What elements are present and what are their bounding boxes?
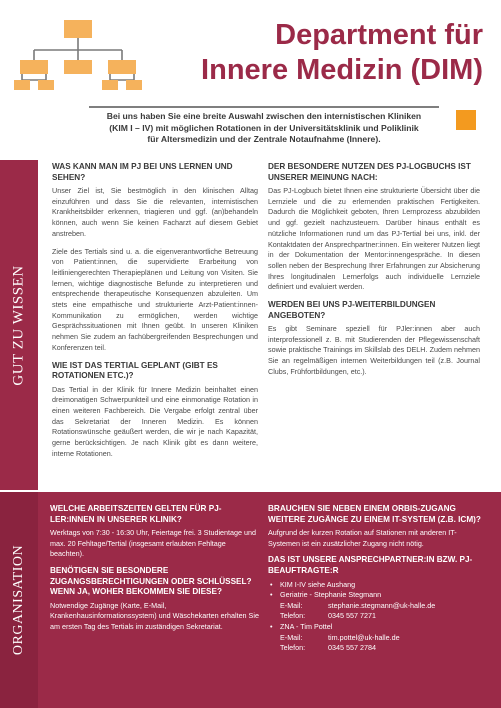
- side-label-organisation: ORGANISATION: [11, 544, 27, 656]
- section-heading-lernen: WAS KANN MAN IM PJ BEI UNS LERNEN UND SEHEN?: [52, 162, 233, 182]
- section-text-logbuch: Das PJ-Logbuch bietet Ihnen eine strukturierte Übersicht über die Lernziele und die zu erlernenden praktischen Fertigkeiten. Dadurch die Möglichkeit geboten, Ihren Lernprozess abzubilden und ggf. gezielt nachzusteuern. Darüber hinaus enthält es nützliche Informationen rund um das PJ-Tertial bei uns, inkl. der Kontaktdaten der Ansprechpartner:innen. Ein weiterer Nutzen liegt in der Dokumentation der Mentor:innengespräche. In diesen sollen neben der Besprechung Ihrer Erfahrungen zur Absicherung Ihres longitudinalen Lernerfolgs auch individuelle Lernziele definiert und evaluiert werden.: [268, 186, 480, 292]
- intro-line-2: (KIM I – IV) mit möglichen Rotationen in der Universitätsklinik und Poliklinik: [109, 122, 419, 133]
- contact-zna-phone: [268, 643, 488, 654]
- accent-square: [456, 110, 476, 130]
- phone-value: 0345 557 2784: [328, 643, 376, 653]
- org-heading-arbeitszeiten: WELCHE ARBEITSZEITEN GELTEN FÜR PJ-LER:INNEN IN UNSERER KLINIK?: [50, 504, 222, 524]
- column-left: [52, 162, 258, 466]
- section-text-weiterbildung: Es gibt Seminare speziell für PJler:innen aber auch interprofessionell z. B. mit Studierenden der Pflegewissenschaft sowie praktische Trainings im Skillslab des DELH. Zudem nehmen Sie an regelmäßigen internen Weiterbildungen teil (z.B. Journal Clubs, Frühfortbildungen, etc.).: [268, 324, 480, 376]
- column-right: [268, 162, 480, 385]
- side-band-gut-zu-wissen: [0, 160, 38, 490]
- side-band-organisation: [0, 492, 38, 708]
- email-label: E-Mail:: [280, 632, 303, 642]
- phone-value: 0345 557 7271: [328, 611, 376, 621]
- contact-list: [268, 580, 488, 601]
- title-line-1: Department für: [275, 19, 483, 51]
- contact-kim: • KIM I-IV siehe Aushang: [268, 580, 488, 591]
- page-title: [201, 18, 483, 88]
- contact-zna-email: [268, 633, 488, 644]
- org-column-left: [50, 504, 260, 639]
- contact-zna: • ZNA - Tim Pottel: [268, 622, 488, 633]
- org-heading-it-system: BRAUCHEN SIE NEBEN EINEM ORBIS-ZUGANG WEITERE ZUGÄNGE ZU EINEM IT-SYSTEM (Z.B. ICM)?: [268, 504, 481, 524]
- organisation-panel: [0, 492, 501, 708]
- org-text-arbeitszeiten: Werktags von 7:30 - 16:30 Uhr, Feiertage frei. 3 Studientage und max. 20 Fehltage/Tertial (insgesamt erlaubten Fehltage beachten).: [50, 528, 257, 559]
- org-text-it-system: Aufgrund der kurzen Rotation auf Stationen mit anderen IT-Systemen ist ein zusätzlicher Zugang nicht nötig.: [268, 528, 457, 548]
- contact-geriatrie-phone: [268, 611, 488, 622]
- email-link[interactable]: stephanie.stegmann@uk-halle.de: [328, 600, 436, 610]
- phone-label: Telefon:: [280, 611, 306, 621]
- intro-divider: [89, 106, 439, 108]
- contact-list-2: [268, 622, 488, 633]
- org-column-right: [268, 504, 488, 654]
- intro-text: [80, 111, 448, 146]
- section-heading-weiterbildung: WERDEN BEI UNS PJ-WEITERBILDUNGEN ANGEBOTEN?: [268, 300, 436, 320]
- email-label: E-Mail:: [280, 600, 303, 610]
- email-link[interactable]: tim.pottel@uk-halle.de: [328, 632, 400, 642]
- org-heading-ansprechpartner: DAS IST UNSERE ANSPRECHPARTNER:IN BZW. PJ-BEAUFTRAGTE:R: [268, 555, 473, 575]
- org-text-zugang: Notwendige Zugänge (Karte, E-Mail, Krankenhausinformationssystem) und Wäschekarten erhalten Sie am ersten Tag des Tertials im zuständigen Sekretariat.: [50, 600, 259, 631]
- section-text-lernen-1: Unser Ziel ist, Sie bestmöglich in den klinischen Alltag einzuführen und dass Sie die relevanten, internistischen Krankheitsbilder erkennen, triagieren und ggf. (an)behandeln können, auch wenn Sie keinen Facharzt auf diesem Gebiet anstreben.: [52, 186, 258, 238]
- intro-line-3: für Altersmedizin und der Zentrale Notaufnahme (Innere).: [147, 134, 381, 144]
- phone-label: Telefon:: [280, 643, 306, 653]
- section-text-tertial: Das Tertial in der Klinik für Innere Medizin beinhaltet einen dreimonatigen Schwerpunkteil und eine einmonatige Rotation in einen weiteren Fachbereich. Die Vergabe erfolgt zentral über das Sekretariat der Inneren Medizin. Es können Rotationswünsche geäußert werden, die wir je nach Kapazität, gerne berücksichtigen. Je nach Klinik gibt es dann weitere, interne Rotationen.: [52, 384, 258, 458]
- title-line-2: Innere Medizin (DIM): [201, 54, 483, 86]
- section-heading-logbuch: DER BESONDERE NUTZEN DES PJ-LOGBUCHS IST UNSERER MEINUNG NACH:: [268, 162, 471, 182]
- org-heading-zugang: BENÖTIGEN SIE BESONDERE ZUGANGSBERECHTIGUNGEN ODER SCHLÜSSEL? WENN JA, WOHER BEKOMMEN SIE DIESE?: [50, 565, 252, 597]
- intro-line-1: Bei uns haben Sie eine breite Auswahl zwischen den internistischen Kliniken: [106, 111, 422, 121]
- contact-geriatrie-email: [268, 601, 488, 612]
- org-chart-logo: [14, 16, 142, 92]
- section-text-lernen-2: Ziele des Tertials sind u. a. die eigenverantwortliche Betreuung von Patient:innen, die supervidierte Erarbeitung von leitliniengerechten Therapieplänen und Leitung von Visiten. Sie lernen, wichtige diagnostische Befunde zu interpretieren und entsprechende therapeutische Konsequenzen abzuleiten. Um stets eine empathische und strukturierte Arzt-Patient:innen-Kommunikation zu ermöglichen, werden wichtige Gesprächssituationen mit Ihnen geübt. In unseren Kliniken nehmen Sie zudem an fachübergreifenden Besprechungen und Konferenzen teil.: [52, 246, 258, 352]
- contact-geriatrie: • Geriatrie - Stephanie Stegmann: [268, 590, 488, 601]
- side-label-gut-zu-wissen: GUT ZU WISSEN: [10, 264, 27, 386]
- section-heading-tertial: WIE IST DAS TERTIAL GEPLANT (GIBT ES ROTATIONEN ETC.)?: [52, 360, 218, 381]
